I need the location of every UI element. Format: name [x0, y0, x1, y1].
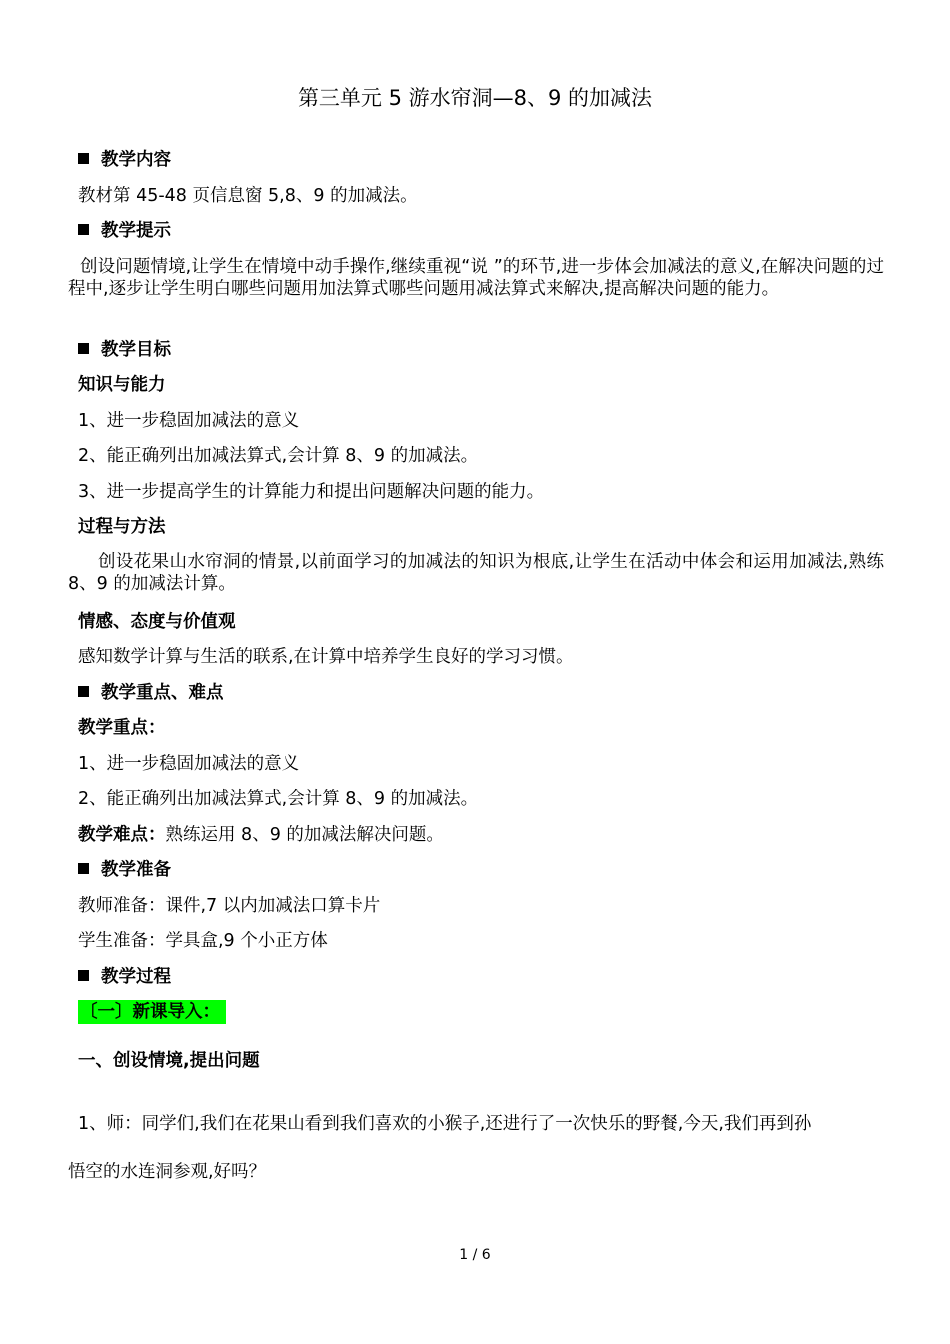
- difficulty-label: 教学难点：: [78, 825, 166, 845]
- knowledge-item: 3、进一步提高学生的计算能力和提出问题解决问题的能力。: [78, 482, 545, 502]
- highlighted-intro-label: 〔一〕新课导入：: [78, 1000, 226, 1024]
- intro-line: [78, 1000, 226, 1024]
- section-heading-tips: [78, 219, 171, 243]
- process-paragraph: 创设花果山水帘洞的情景,以前面学习的加减法的知识为根底,让学生在活动中体会和运用加减法,熟练 8、9 的加减法计算。: [68, 552, 884, 594]
- page-number: 1 / 6: [459, 1247, 491, 1263]
- square-bullet-icon: [78, 686, 89, 697]
- heading-text: 教学重点、难点: [101, 683, 224, 703]
- subheading-key-points: 教学重点：: [78, 718, 166, 738]
- section-heading-key: [78, 681, 224, 705]
- heading-text: 教学过程: [101, 967, 171, 987]
- heading-text: 教学准备: [101, 860, 171, 880]
- square-bullet-icon: [78, 224, 89, 235]
- square-bullet-icon: [78, 863, 89, 874]
- content-text: 教材第 45-48 页信息窗 5,8、9 的加减法。: [78, 186, 418, 206]
- knowledge-item: 1、进一步稳固加减法的意义: [78, 411, 300, 431]
- step1-line: 1、师：同学们,我们在花果山看到我们喜欢的小猴子,还进行了一次快乐的野餐,今天,我们再到孙: [78, 1114, 812, 1134]
- knowledge-item: 2、能正确列出加减法算式,会计算 8、9 的加减法。: [78, 446, 479, 466]
- section-heading-procedure: [78, 965, 171, 989]
- subheading-knowledge: 知识与能力: [78, 375, 166, 395]
- emotion-text: 感知数学计算与生活的联系,在计算中培养学生良好的学习习惯。: [78, 647, 574, 667]
- heading-text: 教学目标: [101, 340, 171, 360]
- difficulty-text: 熟练运用 8、9 的加减法解决问题。: [165, 825, 444, 845]
- step1-line: 悟空的水连洞参观,好吗？: [68, 1162, 267, 1182]
- key-item: 2、能正确列出加减法算式,会计算 8、9 的加减法。: [78, 789, 479, 809]
- subheading-process: 过程与方法: [78, 517, 166, 537]
- square-bullet-icon: [78, 153, 89, 164]
- heading-text: 教学内容: [101, 150, 171, 170]
- square-bullet-icon: [78, 343, 89, 354]
- section-heading-content: [78, 148, 171, 172]
- page-title: 第三单元 5 游水帘洞—8、9 的加减法: [297, 86, 653, 110]
- step1-heading: 一、创设情境,提出问题: [78, 1051, 260, 1071]
- subheading-emotion: 情感、态度与价值观: [78, 612, 236, 632]
- square-bullet-icon: [78, 970, 89, 981]
- key-item: 1、进一步稳固加减法的意义: [78, 754, 300, 774]
- section-heading-prep: [78, 858, 171, 882]
- difficulty-line: [78, 823, 444, 847]
- section-heading-goals: [78, 338, 171, 362]
- prep-teacher: 教师准备：课件,7 以内加减法口算卡片: [78, 896, 381, 916]
- heading-text: 教学提示: [101, 221, 171, 241]
- tips-paragraph: 创设问题情境,让学生在情境中动手操作,继续重视“说 ”的环节,进一步体会加减法的意义,在解决问题的过程中,逐步让学生明白哪些问题用加法算式哪些问题用减法算式来解决,提高解决问题的能力。: [68, 257, 884, 299]
- prep-student: 学生准备：学具盒,9 个小正方体: [78, 931, 328, 951]
